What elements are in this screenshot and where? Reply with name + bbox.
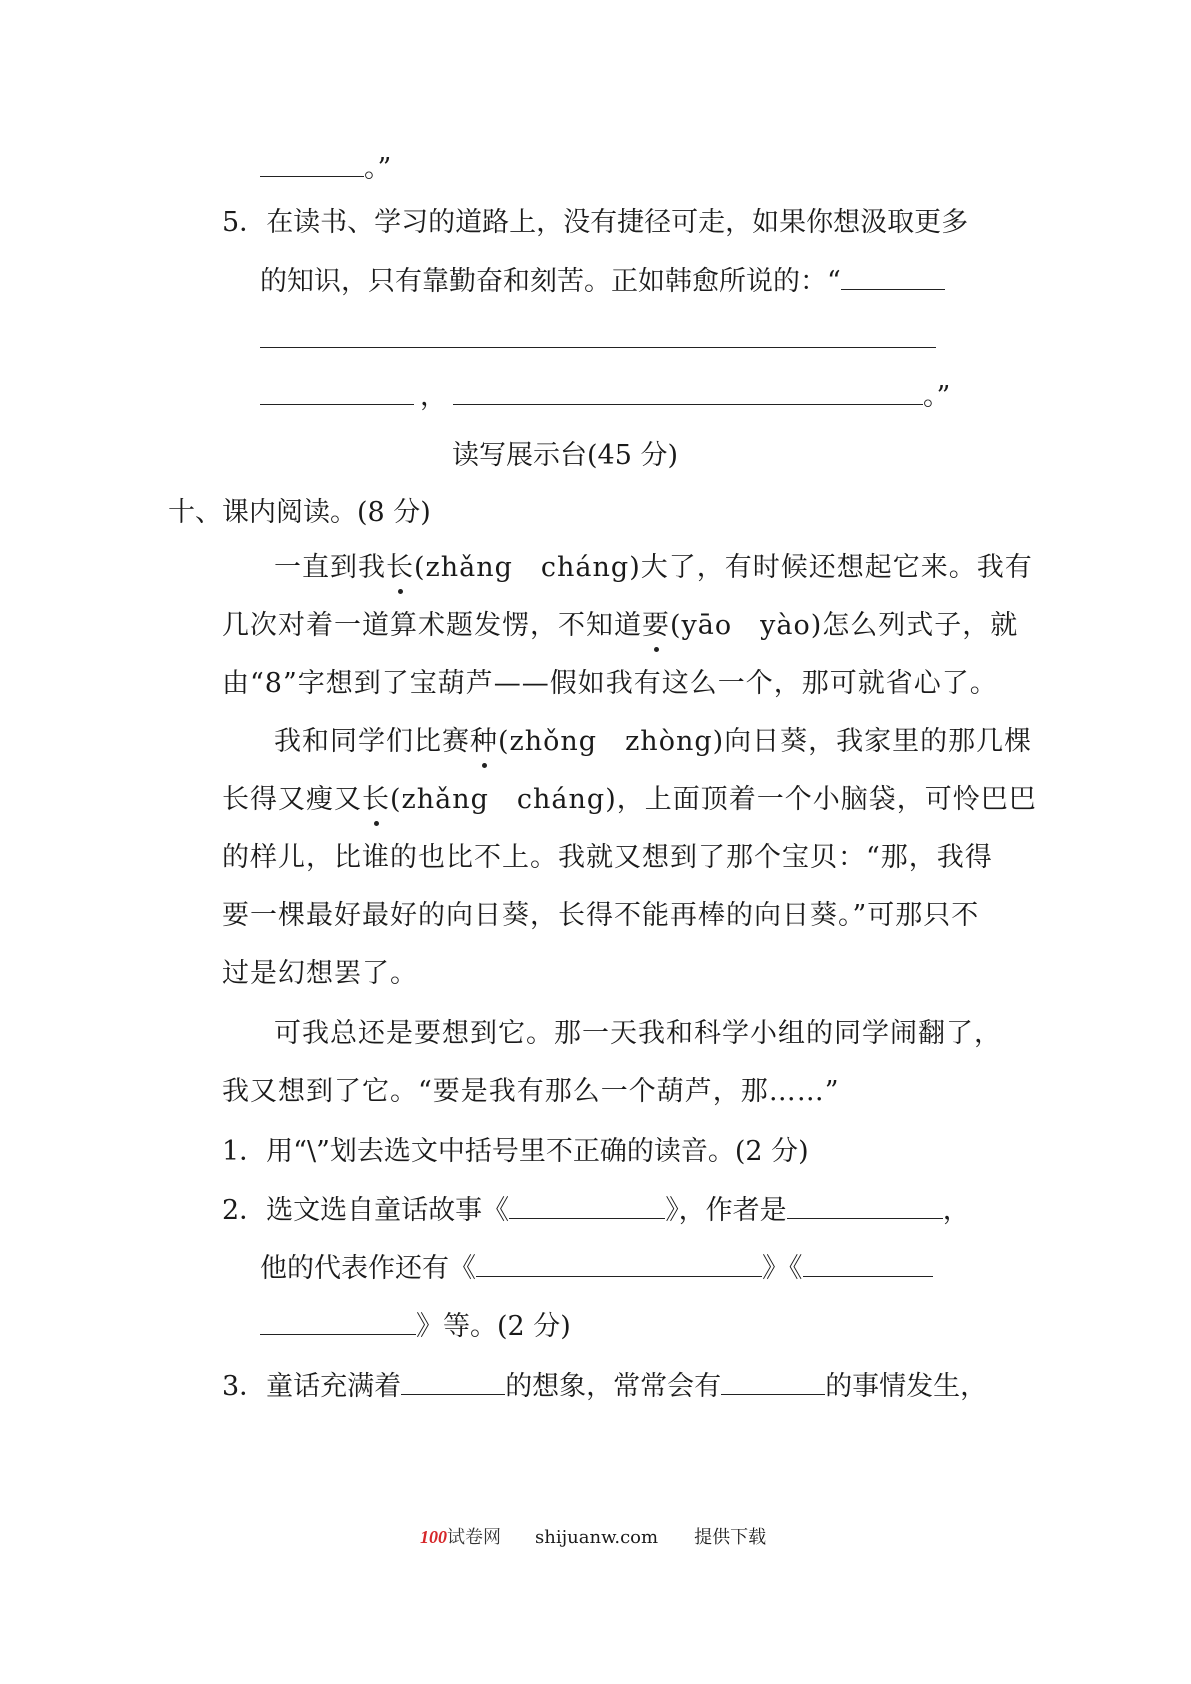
q4-tail-line — [260, 150, 391, 187]
answer-blank[interactable] — [260, 321, 936, 348]
dotted-char: 长 — [362, 782, 390, 818]
q4-end-text: 。” — [364, 153, 392, 184]
q5-number: 5． — [222, 207, 267, 238]
answer-blank[interactable] — [401, 1368, 505, 1395]
passage-text: (zhǎng cháng)大了，有时候还想起它来。我有 — [414, 552, 1033, 583]
answer-blank[interactable] — [476, 1250, 762, 1277]
dotted-char: 种 — [470, 724, 498, 760]
part10-heading: 十、课内阅读。(8 分) — [168, 497, 431, 528]
passage-text: 几次对着一道算术题发愣，不知道 — [222, 610, 642, 641]
site-logo-text: 试卷网 — [447, 1527, 501, 1548]
answer-blank[interactable] — [787, 1192, 943, 1219]
passage-p3-line1: 可我总还是要想到它。那一天我和科学小组的同学闹翻了， — [274, 1018, 1002, 1049]
answer-blank[interactable] — [453, 378, 923, 405]
question-2-line2 — [260, 1250, 933, 1287]
passage-p1-line1 — [274, 550, 1033, 586]
passage-text: 一直到我 — [274, 552, 386, 583]
passage-text: (zhǎng cháng)，上面顶着一个小脑袋，可怜巴巴 — [390, 784, 1037, 815]
q5-line2 — [260, 263, 945, 300]
passage-p2-line3: 的样儿，比谁的也比不上。我就又想到了那个宝贝：“那，我得 — [222, 842, 993, 873]
download-note: 提供下载 — [694, 1527, 767, 1548]
question-2-line3 — [260, 1308, 571, 1345]
answer-blank[interactable] — [803, 1250, 933, 1277]
question-text: 他的代表作还有《 — [260, 1253, 476, 1284]
q5-line4 — [260, 378, 950, 415]
question-text: 》等。(2 分) — [416, 1311, 571, 1342]
page-footer — [420, 1523, 766, 1549]
question-text: 3．童话充满着 — [222, 1371, 402, 1402]
q5-text-2: 的知识，只有靠勤奋和刻苦。正如韩愈所说的：“ — [260, 266, 841, 297]
question-1: 1．用“\”划去选文中括号里不正确的读音。(2 分) — [222, 1136, 809, 1167]
passage-p1-line3: 由“8”字想到了宝葫芦——假如我有这么一个，那可就省心了。 — [222, 668, 998, 699]
dotted-char: 要 — [642, 608, 670, 644]
q5-line1 — [222, 205, 968, 241]
answer-blank[interactable] — [509, 1192, 665, 1219]
answer-blank[interactable] — [260, 1308, 416, 1335]
passage-text: (zhǒng zhòng)向日葵，我家里的那几棵 — [498, 726, 1033, 757]
q5-comma: ， — [420, 381, 447, 412]
question-text: 》，作者是 — [665, 1195, 787, 1226]
passage-p3-line2: 我又想到了它。“要是我有那么一个葫芦，那……” — [222, 1076, 840, 1107]
question-text: 2．选文选自童话故事《 — [222, 1195, 510, 1226]
dotted-char: 长 — [386, 550, 414, 586]
site-url[interactable]: shijuanw.com — [535, 1527, 659, 1548]
passage-text: 我和同学们比赛 — [274, 726, 470, 757]
passage-p2-line5: 过是幻想罢了。 — [222, 958, 418, 989]
q5-text-1: 在读书、学习的道路上，没有捷径可走，如果你想汲取更多 — [266, 207, 969, 238]
passage-p2-line2 — [222, 782, 1037, 818]
question-2-line1 — [222, 1192, 970, 1229]
section-title: 读写展示台(45 分) — [452, 440, 679, 471]
q5-end: 。” — [923, 381, 951, 412]
question-text: 的事情发生， — [825, 1371, 988, 1402]
answer-blank[interactable] — [260, 150, 364, 177]
passage-p1-line2 — [222, 608, 1018, 644]
passage-text: (yāo yào)怎么列式子，就 — [670, 610, 1019, 641]
answer-blank[interactable] — [260, 378, 414, 405]
passage-p2-line1 — [274, 724, 1032, 760]
question-text: 》《 — [762, 1253, 803, 1284]
question-text: 的想象，常常会有 — [505, 1371, 722, 1402]
q5-line3 — [260, 321, 936, 358]
site-logo-number: 100 — [420, 1527, 447, 1547]
question-3-line1 — [222, 1368, 987, 1405]
passage-p2-line4: 要一棵最好最好的向日葵，长得不能再棒的向日葵。”可那只不 — [222, 900, 980, 931]
passage-text: 长得又瘦又 — [222, 784, 362, 815]
answer-blank[interactable] — [721, 1368, 825, 1395]
question-text: ， — [942, 1195, 970, 1226]
answer-blank[interactable] — [841, 263, 945, 290]
